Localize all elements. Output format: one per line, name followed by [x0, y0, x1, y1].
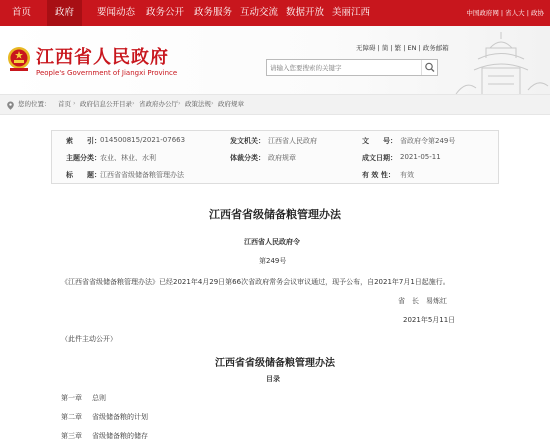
nav-news[interactable]: 要闻动态: [97, 7, 136, 18]
toc-chapter-number: 第三章: [61, 432, 82, 440]
search-button[interactable]: [421, 60, 437, 75]
breadcrumb-label: 您的位置：: [18, 100, 51, 108]
document-info-table: [51, 130, 499, 184]
order-issuer: 江西省人民政府令: [244, 238, 300, 246]
site-name-english: People's Government of Jiangxi Province: [36, 69, 178, 77]
breadcrumb: [0, 94, 550, 115]
title-value: 江西省省级储备粮管理办法: [100, 171, 184, 179]
index-label: 索 引：: [66, 137, 101, 145]
category-value: 农业、林业、水利: [100, 154, 156, 162]
date-label: 成文日期：: [362, 154, 397, 162]
nav-home[interactable]: 首页: [12, 7, 32, 18]
top-navigation-bar: [0, 0, 550, 26]
nav-beautiful-jiangxi[interactable]: 美丽江西: [332, 7, 371, 18]
toc-chapter-name: 总则: [92, 394, 106, 402]
toc-heading: 目录: [266, 375, 280, 383]
announcement-body: 《江西省省级储备粮管理办法》已经2021年4月29日第66次省政府常务会议审议通过，现予公布，自2021年7月1日起施行。: [61, 278, 450, 286]
nav-interaction[interactable]: 互动交流: [240, 7, 279, 18]
nav-gov-affairs-open[interactable]: 政务公开: [146, 7, 185, 18]
doc-number-label: 文 号：: [362, 137, 397, 145]
breadcrumb-separator: ›: [73, 99, 76, 107]
breadcrumb-separator: ›: [211, 99, 214, 107]
top-external-links[interactable]: 中国政府网 | 省人大 | 政协: [466, 9, 544, 17]
breadcrumb-item-general-office[interactable]: 省政府办公厅: [139, 100, 178, 108]
title-label: 标 题：: [66, 171, 101, 179]
site-name[interactable]: 江西省人民政府: [36, 47, 169, 68]
order-number: 第249号: [259, 257, 287, 265]
disclosure-note: （此件主动公开）: [61, 335, 117, 343]
breadcrumb-item-home[interactable]: 首页: [58, 100, 71, 108]
validity-label: 有 效 性：: [362, 171, 395, 179]
issuer-label: 发文机关：: [230, 137, 265, 145]
form-value: 政府规章: [268, 154, 296, 162]
search-box: [266, 59, 438, 76]
toc-chapter-name: 省级储备粮的计划: [92, 413, 148, 421]
doc-number-value: 省政府令第249号: [400, 137, 456, 145]
nav-gov-services[interactable]: 政务服务: [194, 7, 233, 18]
signature-title: 省 长 易炼红: [398, 297, 447, 305]
national-emblem-icon: [6, 45, 32, 73]
breadcrumb-item-info-directory[interactable]: 政府信息公开目录: [80, 100, 132, 108]
regulation-title: 江西省省级储备粮管理办法: [215, 358, 335, 369]
signature-date: 2021年5月11日: [403, 316, 456, 324]
tengwang-pavilion-illustration: [452, 28, 550, 94]
document-title: 江西省省级储备粮管理办法: [209, 208, 341, 221]
toc-chapter-name: 省级储备粮的储存: [92, 432, 148, 440]
toc-chapter-number: 第一章: [61, 394, 82, 402]
category-label: 主题分类：: [66, 154, 101, 162]
utility-links[interactable]: 无障碍 | 简 | 繁 | EN | 政务邮箱: [356, 44, 449, 52]
location-icon: [6, 101, 15, 110]
breadcrumb-item-policies[interactable]: 政策法规: [185, 100, 211, 108]
breadcrumb-separator: ›: [132, 99, 135, 107]
toc-chapter-number: 第二章: [61, 413, 82, 421]
date-value: 2021-05-11: [400, 153, 441, 161]
nav-government[interactable]: 政府: [47, 0, 82, 26]
search-icon: [422, 60, 438, 75]
issuer-value: 江西省人民政府: [268, 137, 317, 145]
nav-open-data[interactable]: 数据开放: [286, 7, 325, 18]
breadcrumb-separator: ›: [178, 99, 181, 107]
search-input[interactable]: [270, 62, 418, 73]
index-value: 014500815/2021-07663: [100, 136, 186, 144]
site-header: [0, 26, 550, 94]
form-label: 体裁分类：: [230, 154, 265, 162]
breadcrumb-item-regulations[interactable]: 政府规章: [218, 100, 244, 108]
validity-value: 有效: [400, 171, 414, 179]
